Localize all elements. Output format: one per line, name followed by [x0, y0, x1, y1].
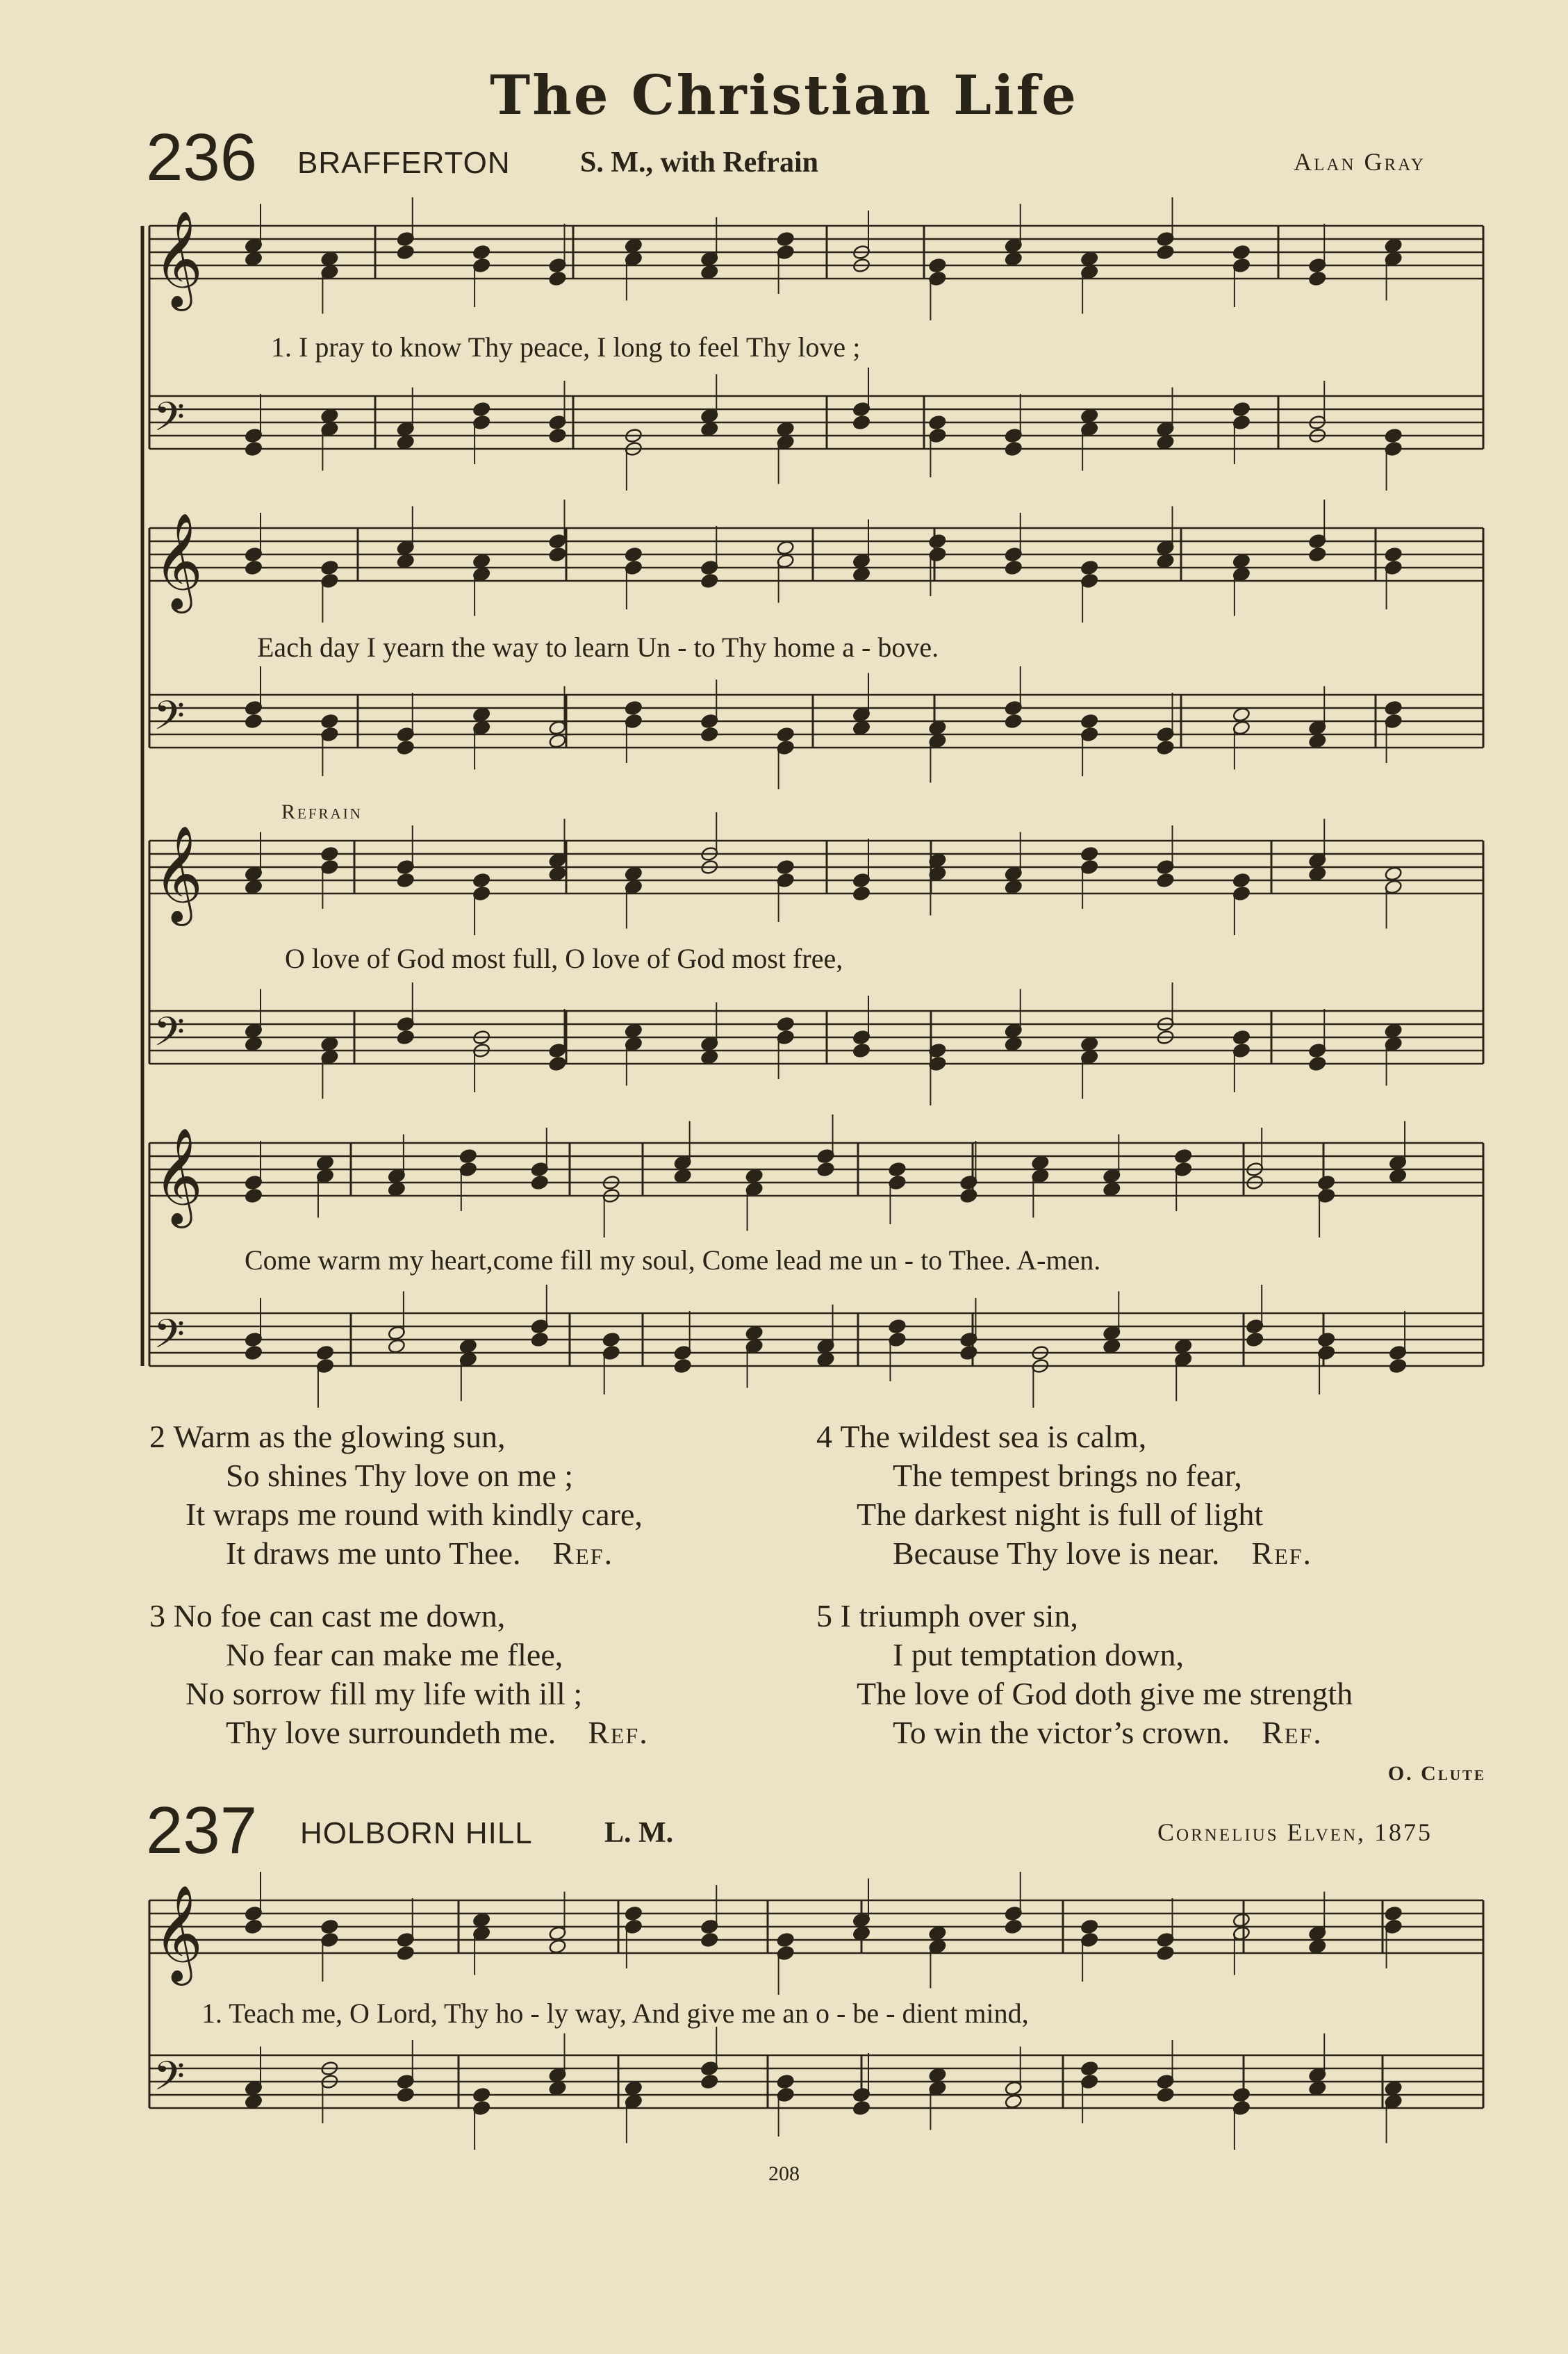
- bass-note: [852, 2100, 870, 2116]
- treble-note: [1385, 866, 1403, 882]
- bass-note: [548, 2080, 566, 2096]
- treble-note: [745, 1168, 764, 1184]
- bass-note: [1005, 714, 1023, 730]
- treble-note: [472, 1912, 490, 1928]
- bass-note: [472, 707, 490, 723]
- refrain-ref: Ref.: [1262, 1715, 1323, 1750]
- bass-note: [245, 1036, 263, 1052]
- bass-note: [472, 402, 490, 418]
- stanza-line: The love of God doth give me strength: [857, 1676, 1353, 1711]
- page-number: 208: [768, 2162, 800, 2185]
- bass-note: [320, 408, 338, 424]
- treble-note: [852, 1925, 870, 1941]
- treble-note: [1005, 879, 1023, 895]
- refrain-ref: Ref.: [552, 1536, 614, 1571]
- lyric-line-237-1: 1. Teach me, O Lord, Thy ho - ly way, And give me an o - be - dient mind,: [201, 1998, 1029, 2029]
- treble-note: [1385, 1906, 1403, 1922]
- treble-note: [1232, 1912, 1251, 1928]
- lyric-line-2: Each day I yearn the way to learn Un - to Thy home a - bove.: [257, 632, 939, 663]
- bass-note: [1232, 707, 1251, 723]
- bass-note: [1156, 2087, 1174, 2103]
- bass-note: [928, 415, 946, 431]
- treble-note: [1080, 251, 1098, 267]
- bass-note: [816, 1351, 834, 1367]
- treble-note: [1031, 1155, 1049, 1171]
- treble-note: [928, 1925, 946, 1941]
- stanza-line: So shines Thy love on me ;: [226, 1458, 574, 1493]
- treble-note: [1308, 271, 1326, 287]
- bass-note: [1005, 2093, 1023, 2109]
- bass-note: [1389, 1358, 1407, 1374]
- stanza-number: 3: [149, 1598, 165, 1633]
- treble-note: [928, 258, 946, 274]
- stanza-2: [149, 1417, 643, 1573]
- refrain-ref: Ref.: [588, 1715, 649, 1750]
- treble-note: [852, 886, 870, 902]
- bass-clef-icon: 𝄢: [154, 2052, 185, 2109]
- stanza-line: Warm as the glowing sun,: [173, 1419, 506, 1454]
- bass-note: [1080, 1036, 1098, 1052]
- treble-note: [1389, 1168, 1407, 1184]
- bass-note: [1385, 700, 1403, 716]
- treble-note: [1308, 1939, 1326, 1954]
- stanza-number: 2: [149, 1419, 165, 1454]
- treble-note: [245, 1188, 263, 1204]
- bass-note: [245, 441, 263, 457]
- bass-note: [397, 434, 415, 450]
- treble-note: [1232, 245, 1251, 261]
- treble-note: [320, 560, 338, 576]
- treble-note: [548, 271, 566, 287]
- treble-note: [777, 859, 795, 875]
- bass-note: [777, 2074, 795, 2090]
- bass-note: [1232, 2087, 1251, 2103]
- treble-clef-icon: 𝄞: [154, 211, 203, 307]
- treble-note: [1005, 1919, 1023, 1935]
- bass-note: [1080, 2061, 1098, 2077]
- stanza-line: To win the victor’s crown.: [893, 1715, 1230, 1750]
- treble-note: [1308, 866, 1326, 882]
- bass-note: [320, 714, 338, 730]
- bass-note: [625, 2080, 643, 2096]
- bass-note: [1156, 434, 1174, 450]
- treble-note: [674, 1168, 692, 1184]
- bass-clef-icon: 𝄢: [154, 692, 185, 749]
- treble-clef-icon: 𝄞: [154, 1885, 203, 1982]
- bass-note: [245, 2093, 263, 2109]
- treble-note: [1156, 1945, 1174, 1961]
- treble-note: [1103, 1181, 1121, 1197]
- bass-note: [1385, 2080, 1403, 2096]
- lyric-line-1: 1. I pray to know Thy peace, I long to feel Thy love ;: [271, 331, 861, 363]
- treble-note: [320, 846, 338, 862]
- section-title: The Christian Life: [490, 64, 1078, 127]
- lyric-line-3: O love of God most full, O love of God most free,: [285, 943, 843, 974]
- refrain-ref: Ref.: [1251, 1536, 1313, 1571]
- bass-note: [1156, 740, 1174, 756]
- treble-note: [320, 251, 338, 267]
- treble-note: [928, 534, 946, 550]
- treble-note: [245, 879, 263, 895]
- treble-note: [625, 866, 643, 882]
- bass-note: [472, 2087, 490, 2103]
- bass-note: [700, 421, 718, 437]
- bass-note: [700, 1049, 718, 1065]
- bass-note: [548, 733, 566, 749]
- treble-note: [1156, 873, 1174, 889]
- bass-note: [320, 1036, 338, 1052]
- treble-note: [700, 264, 718, 280]
- bass-note: [700, 2074, 718, 2090]
- bass-note: [674, 1358, 692, 1374]
- bass-note: [700, 727, 718, 743]
- treble-note: [531, 1175, 549, 1191]
- bass-note: [245, 714, 263, 730]
- bass-note: [928, 2067, 946, 2083]
- bass-note: [459, 1338, 477, 1354]
- bass-note: [745, 1325, 764, 1341]
- bass-note: [928, 720, 946, 736]
- bass-note: [1308, 1056, 1326, 1072]
- bass-note: [602, 1332, 620, 1348]
- bass-note: [1308, 733, 1326, 749]
- treble-note: [397, 245, 415, 261]
- stanza-line: The tempest brings no fear,: [893, 1458, 1242, 1493]
- tune-name-237: HOLBORN HILL: [300, 1816, 533, 1850]
- stanza-line: The darkest night is full of light: [857, 1497, 1264, 1532]
- bass-note: [397, 1030, 415, 1046]
- stanza-line: No fear can make me flee,: [226, 1637, 563, 1672]
- bass-note: [777, 727, 795, 743]
- treble-note: [320, 1919, 338, 1935]
- author-236: O. Clute: [1387, 1762, 1486, 1785]
- treble-note: [472, 245, 490, 261]
- stanza-line: I put temptation down,: [893, 1637, 1185, 1672]
- tune-meter-237: L. M.: [604, 1817, 674, 1849]
- treble-note: [777, 1932, 795, 1948]
- treble-note: [1232, 553, 1251, 569]
- treble-clef-icon: 𝄞: [154, 825, 203, 922]
- lyric-line-4: Come warm my heart,come fill my soul, Come lead me un - to Thee. A-men.: [245, 1244, 1101, 1276]
- treble-note: [625, 1906, 643, 1922]
- treble-note: [245, 251, 263, 267]
- treble-note: [316, 1155, 334, 1171]
- bass-note: [1232, 1030, 1251, 1046]
- treble-clef-icon: 𝄞: [154, 513, 203, 609]
- treble-note: [459, 1149, 477, 1164]
- composer-236: Alan Gray: [1294, 148, 1426, 176]
- treble-note: [1005, 560, 1023, 576]
- treble-note: [1385, 238, 1403, 254]
- tune-name-236: BRAFFERTON: [297, 146, 511, 180]
- treble-note: [1317, 1175, 1335, 1191]
- bass-note: [388, 1338, 406, 1354]
- bass-note: [852, 1043, 870, 1059]
- treble-note: [1005, 251, 1023, 267]
- bass-note: [1005, 441, 1023, 457]
- bass-note: [548, 428, 566, 444]
- stanza-line: Thy love surroundeth me.: [226, 1715, 556, 1750]
- stanza-number: 5: [816, 1598, 832, 1633]
- bass-note: [1308, 2080, 1326, 2096]
- stanza-line: Because Thy love is near.: [893, 1536, 1220, 1571]
- treble-note: [1080, 1919, 1098, 1935]
- bass-note: [1080, 408, 1098, 424]
- treble-note: [777, 231, 795, 247]
- bass-clef-icon: 𝄢: [154, 1310, 185, 1367]
- hymn-number-236: 236: [146, 120, 258, 195]
- stanza-line: No foe can cast me down,: [173, 1598, 506, 1633]
- treble-note: [245, 1919, 263, 1935]
- bass-note: [1174, 1338, 1192, 1354]
- treble-note: [397, 1945, 415, 1961]
- bass-note: [316, 1345, 334, 1361]
- bass-note: [1080, 714, 1098, 730]
- treble-note: [1156, 553, 1174, 569]
- treble-note: [777, 540, 795, 556]
- tune-meter-236: S. M., with Refrain: [580, 147, 818, 179]
- treble-note: [700, 573, 718, 589]
- treble-note: [959, 1188, 977, 1204]
- bass-note: [245, 1345, 263, 1361]
- stanza-line: The wildest sea is calm,: [840, 1419, 1147, 1454]
- treble-note: [1156, 245, 1174, 261]
- bass-note: [959, 1345, 977, 1361]
- stanza-5: [816, 1597, 1353, 1752]
- bass-clef-icon: 𝄢: [154, 1008, 185, 1065]
- bass-note: [625, 700, 643, 716]
- treble-note: [1080, 560, 1098, 576]
- treble-note: [1232, 873, 1251, 889]
- bass-note: [852, 415, 870, 431]
- treble-note: [472, 553, 490, 569]
- refrain-label: Refrain: [281, 800, 363, 823]
- bass-note: [1005, 1036, 1023, 1052]
- treble-note: [245, 560, 263, 576]
- bass-note: [1246, 1332, 1264, 1348]
- bass-clef-icon: 𝄢: [154, 393, 185, 450]
- bass-note: [1103, 1338, 1121, 1354]
- treble-note: [397, 553, 415, 569]
- stanza-line: No sorrow fill my life with ill ;: [185, 1676, 583, 1711]
- bass-note: [397, 740, 415, 756]
- treble-note: [700, 1932, 718, 1948]
- treble-note: [625, 238, 643, 254]
- treble-note: [1385, 547, 1403, 563]
- hymn-number-237: 237: [146, 1793, 258, 1868]
- stanza-line: It draws me unto Thee.: [226, 1536, 521, 1571]
- bass-note: [888, 1319, 906, 1335]
- bass-note: [777, 1016, 795, 1032]
- stanza-number: 4: [816, 1419, 832, 1454]
- bass-note: [531, 1332, 549, 1348]
- treble-note: [388, 1181, 406, 1197]
- treble-note: [548, 866, 566, 882]
- stanza-4: [816, 1417, 1312, 1573]
- bass-note: [1232, 402, 1251, 418]
- bass-note: [1385, 428, 1403, 444]
- treble-note: [1308, 547, 1326, 563]
- treble-note: [472, 873, 490, 889]
- treble-note: [548, 547, 566, 563]
- treble-note: [548, 1939, 566, 1954]
- bass-note: [852, 720, 870, 736]
- stanza-line: I triumph over sin,: [840, 1598, 1078, 1633]
- stanza-3: [149, 1597, 649, 1752]
- treble-note: [816, 1162, 834, 1178]
- bass-note: [777, 421, 795, 437]
- bass-note: [397, 2087, 415, 2103]
- treble-note: [1174, 1149, 1192, 1164]
- bass-note: [1317, 1332, 1335, 1348]
- bass-note: [625, 1023, 643, 1039]
- treble-note: [852, 566, 870, 582]
- treble-note: [397, 873, 415, 889]
- bass-note: [548, 1056, 566, 1072]
- composer-237: Cornelius Elven, 1875: [1157, 1818, 1433, 1846]
- bass-note: [1385, 1023, 1403, 1039]
- stanza-line: It wraps me round with kindly care,: [185, 1497, 643, 1532]
- treble-clef-icon: 𝄞: [154, 1128, 203, 1224]
- treble-note: [1080, 846, 1098, 862]
- treble-note: [625, 547, 643, 563]
- treble-note: [888, 1162, 906, 1178]
